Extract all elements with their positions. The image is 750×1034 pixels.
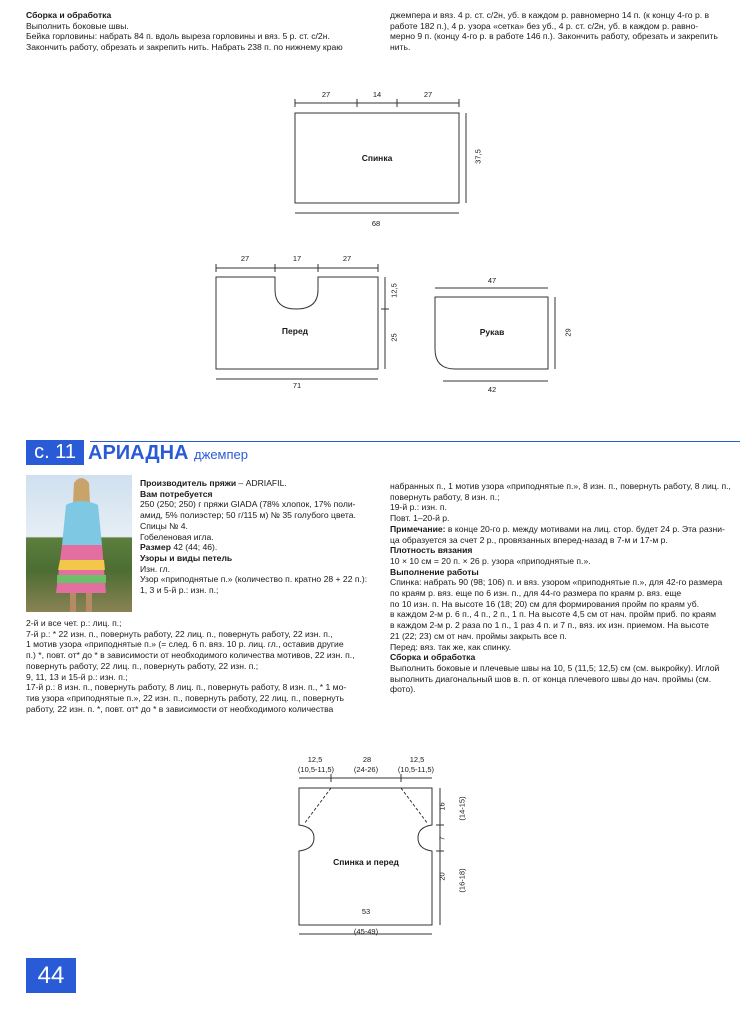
density-heading: Плотность вязания (390, 545, 473, 556)
text-line: нить. (390, 42, 411, 53)
dim-label: 27 (240, 254, 250, 263)
text-line: 17-й р.: 8 изн. п., повернуть работу, 8 лиц. п., повернуть работу, 8 изн. п., * 1 мо- (26, 682, 347, 693)
front-piece-label: Перед (281, 326, 309, 336)
text-line: Выполнить боковые и плечевые швы на 10, 5 (11,5; 12,5) см (см. выкройку). Иглой (390, 662, 720, 673)
text-line: повернуть работу, 8 изн. п.; (390, 491, 500, 502)
dim-label: 27 (423, 90, 433, 99)
materials-block (140, 478, 380, 596)
dim-label: (45-49) (353, 927, 379, 936)
instructions-block (390, 481, 740, 695)
page-number: 44 (26, 958, 76, 993)
text-line: Закончить работу, обрезать и закрепить нить. Набрать 238 п. по нижнему краю (26, 42, 343, 53)
producer-label: Производитель пряжи (140, 478, 237, 488)
text-line: по 10 изн. п. На высоте 16 (18; 20) см для формирования пройм по краям уб. (390, 598, 700, 609)
text-line: Бейка горловины: набрать 84 п. вдоль выреза горловины и вяз. 5 р. ст. с/2н. (26, 31, 330, 42)
dim-label: (14-15) (457, 796, 467, 821)
section-badge: с. 11 (26, 440, 84, 465)
text-line: набранных п., 1 мотив узора «приподнятые п.», 8 изн. п., повернуть работу, 8 лиц. п., (390, 481, 731, 491)
dim-label: 25 (389, 333, 399, 342)
pattern-rows-block (26, 618, 381, 714)
dim-label: 16 (437, 802, 447, 811)
model-photo (26, 475, 132, 612)
patterns-heading: Узоры и виды петель (140, 552, 233, 563)
dim-label: 27 (342, 254, 352, 263)
assembly-heading-top: Сборка и обработка (26, 10, 112, 20)
text-line: 7-й р.: * 22 изн. п., повернуть работу, 22 лиц. п., повернуть работу, 22 изн. п., (26, 628, 333, 639)
text-line: 1, 3 и 5-й р.: изн. п.; (140, 585, 219, 596)
text-line: в конце 20-го р. между мотивами на лиц. стор. будет 24 р. Эта разни- (445, 523, 725, 534)
text-line: 250 (250; 250) г пряжи GIADA (78% хлопок, 17% поли- (140, 499, 356, 510)
text-line: амид, 5% полиэстер; 50 г/115 м) № 35 голубого цвета. (140, 510, 356, 521)
text-line: Гобеленовая игла. (140, 531, 214, 542)
dim-label: 14 (372, 90, 382, 99)
text-line: Выполнить боковые швы. (26, 20, 129, 31)
text-line: работу, 22 изн. п. *, повт. от* до * в зависимости от необходимого количества (26, 703, 334, 714)
text-line: 2-й и все чет. р.: лиц. п.; (26, 618, 122, 628)
text-line: 9, 11, 13 и 15-й р.: изн. п.; (26, 671, 128, 682)
dim-label: 42 (487, 385, 497, 394)
text-line: джемпера и вяз. 4 р. ст. с/2н, уб. в каждом р. равномерно 14 п. (к концу 4-го р. в (390, 10, 710, 20)
section-title (88, 442, 248, 465)
dim-label: 47 (487, 276, 497, 285)
text-line: фото). (390, 684, 416, 695)
text-line: Изн. гл. (140, 563, 170, 574)
text-line: 21 (22; 23) см от нач. проймы закрыть все п. (390, 630, 567, 641)
dim-label: 12,5 (307, 755, 323, 764)
text-line: мерно 9 п. (концу 4-го р. в работе 146 п.). Закончить работу, обрезать и закрепить (390, 31, 718, 42)
dim-label: 68 (371, 219, 381, 228)
dim-label: (10,5-11,5) (397, 765, 435, 774)
work-heading: Выполнение работы (390, 566, 479, 577)
back-piece-label: Спинка (361, 153, 393, 163)
text-line: в каждом 2-м р. 6 п., 4 п., 2 п., 1 п. На высоте 4,5 см от нач. пройм приб. по краям (390, 609, 717, 620)
body-piece-label: Спинка и перед (333, 857, 399, 867)
producer-value: – ADRIAFIL. (236, 478, 287, 488)
text-line: 1 мотив узора «приподнятые п.» (= след. 6 п. вяз. 10 р. лиц. гл., оставив другие (26, 639, 344, 650)
text-line: Перед: вяз. так же, как спинку. (390, 641, 512, 652)
dim-label: 20 (437, 872, 447, 881)
dim-label: 7 (437, 836, 447, 841)
text-line: ца образуется за счет 2 р., провязанных вперед-назад в 7-м и 17-м р. (390, 534, 668, 545)
dim-label: 27 (321, 90, 331, 99)
dim-label: 37,5 (473, 149, 483, 164)
text-line: 10 × 10 см = 20 п. × 26 р. узора «приподнятые п.». (390, 555, 591, 566)
dim-label: 17 (292, 254, 302, 263)
needed-heading: Вам потребуется (140, 488, 213, 499)
text-line: работе 182 п.), 4 р. узора «сетка» без уб., 4 р. ст. с/2н, уб. в каждом р. равно- (390, 20, 699, 31)
size-value: 42 (44; 46). (170, 542, 218, 553)
text-line: в каждом 2-м р. 2 раза по 1 п., 1 раз 4 п. и 7 п., вяз. их изн. приемом. На высоте (390, 620, 709, 631)
sleeve-piece-label: Рукав (479, 327, 505, 337)
size-label: Размер (140, 542, 171, 553)
dim-label: 12,5 (389, 283, 399, 298)
text-line: Спицы № 4. (140, 520, 188, 531)
text-line: тив узора «приподнятые п.», 22 изн. п., повернуть работу, 22 лиц. п., повернуть (26, 692, 344, 703)
text-line: выполнить диагональный шов в. п. от конца плечевого швы до нач. проймы (см. (390, 673, 712, 684)
text-line: п.) *, повт. от* до * в зависимости от необходимого количества мотивов, 22 изн. п., (26, 650, 355, 661)
front-piece-outline (216, 277, 378, 369)
text-line: Спинка: набрать 90 (98; 106) п. и вяз. узором «приподнятые п.», для 42-го размера (390, 577, 723, 588)
title-main: АРИАДНА (88, 442, 189, 464)
text-line: повернуть работу, 22 лиц. п., повернуть работу, 22 изн. п.; (26, 660, 259, 671)
dim-label: 12,5 (409, 755, 425, 764)
dim-label: 53 (361, 907, 371, 916)
assembly-heading: Сборка и обработка (390, 652, 476, 663)
dim-label: 28 (362, 755, 372, 764)
text-line: Повт. 1–20-й р. (390, 513, 450, 524)
text-line: 19-й р.: изн. п. (390, 502, 447, 513)
dim-label: 71 (292, 381, 302, 390)
title-sub: джемпер (194, 447, 248, 462)
dim-label: (10,5-11,5) (297, 765, 335, 774)
dim-label: (16-18) (457, 868, 467, 893)
dim-label: (24-26) (353, 765, 379, 774)
note-label: Примечание: (390, 523, 446, 534)
text-line: Узор «приподнятые п.» (количество п. кратно 28 + 22 п.): (140, 574, 368, 585)
dim-label: 29 (563, 328, 573, 337)
text-line: по краям р. вяз. еще по 6 изн. п., для 44-го размера по краям р. вяз. еще (390, 588, 682, 599)
